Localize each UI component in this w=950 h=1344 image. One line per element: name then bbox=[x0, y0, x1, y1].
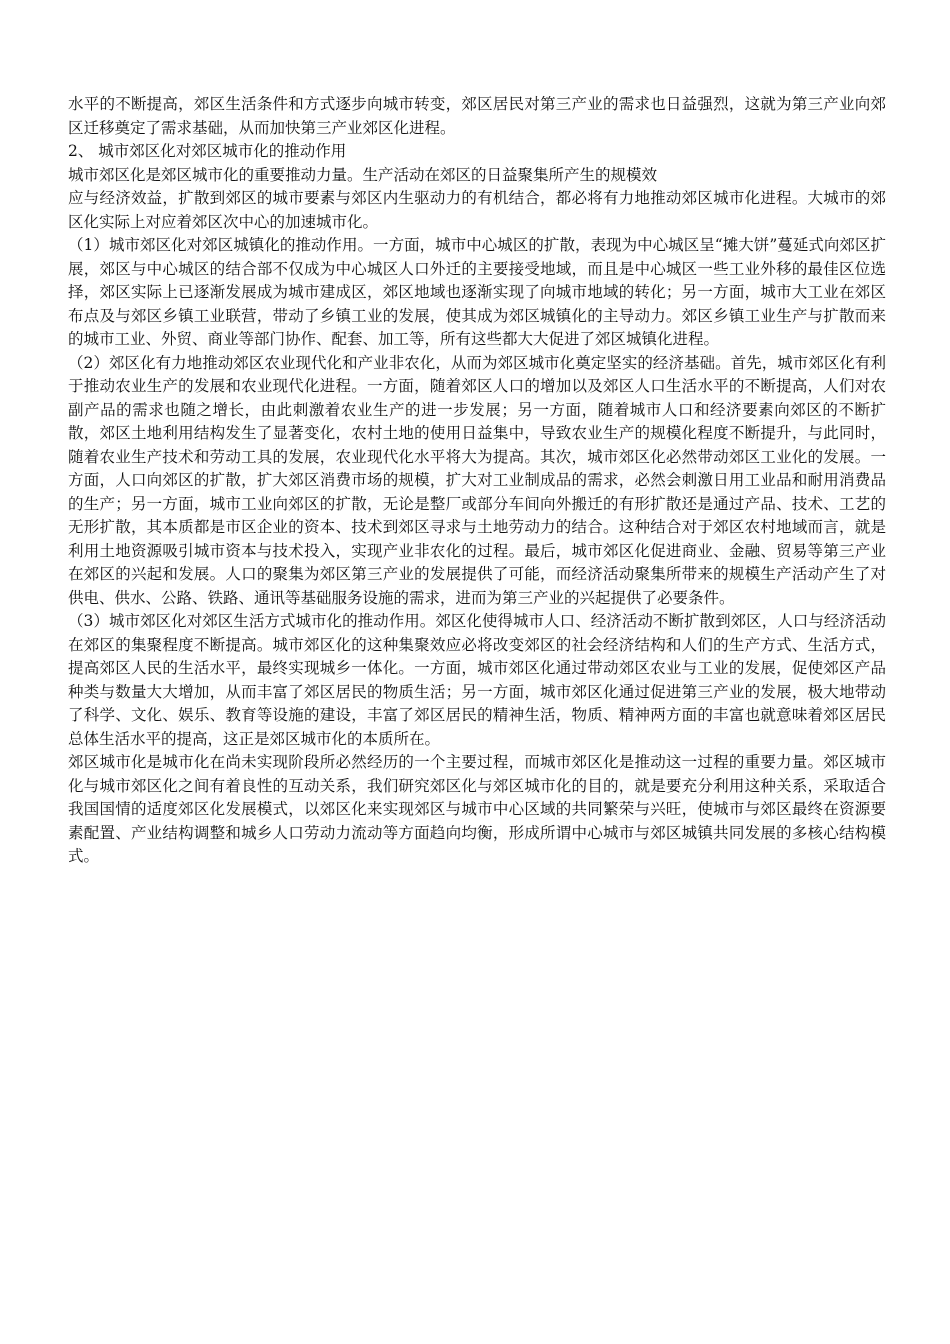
lead-line-1: 城市郊区化是郊区城市化的重要推动力量。生产活动在郊区的日益聚集所产生的规模效 bbox=[68, 165, 658, 184]
conclusion-paragraph: 郊区城市化是城市化在尚未实现阶段所必然经历的一个主要过程，而城市郊区化是推动这一过程的重要力量。郊区城市化与城市郊区化之间有着良性的互动关系，我们研究郊区化与郊区城市化的目的，就是要充分利用这种关系，采取适合我国国情的适度郊区化发展模式，以郊区化来实现郊区与城市中心区域的共同繁荣与兴旺，使城市与郊区最终在资源要素配置、产业结构调整和城乡人口劳动力流动等方面趋向均衡，形成所谓中心城市与郊区城镇共同发展的多核心结构模式。 bbox=[68, 753, 886, 865]
point-2-paragraph: （2）郊区化有力地推动郊区农业现代化和产业非农化，从而为郊区城市化奠定坚实的经济基础。首先，城市郊区化有利于推动农业生产的发展和农业现代化进程。一方面，随着郊区人口的增加以及郊区人口生活水平的不断提高，人们对农副产品的需求也随之增长，由此刺激着农业生产的进一步发展；另一方面，随着城市人口和经济要素向郊区的不断扩散，郊区土地利用结构发生了显著变化，农村土地的使用日益集中，导致农业生产的规模化程度不断提升，与此同时，随着农业生产技术和劳动工具的发展，农业现代化水平将大为提高。其次，城市郊区化必然带动郊区工业化的发展。一方面，人口向郊区的扩散，扩大郊区消费市场的规模，扩大对工业制成品的需求，必然会刺激日用工业品和耐用消费品的生产；另一方面，城市工业向郊区的扩散，无论是整厂或部分车间向外搬迁的有形扩散还是通过产品、技术、工艺的无形扩散，其本质都是市区企业的资本、技术到郊区寻求与土地劳动力的结合。这种结合对于郊区农村地域而言，就是利用土地资源吸引城市资本与技术投入，实现产业非农化的过程。最后，城市郊区化促进商业、金融、贸易等第三产业在郊区的兴起和发展。人口的聚集为郊区第三产业的发展提供了可能，而经济活动聚集所带来的规模生产活动产生了对供电、供水、公路、铁路、通讯等基础服务设施的需求，进而为第三产业的兴起提供了必要条件。 bbox=[68, 353, 886, 607]
lead-paragraph: 应与经济效益，扩散到郊区的城市要素与郊区内生驱动力的有机结合，都必将有力地推动郊区城市化进程。大城市的郊区化实际上对应着郊区次中心的加速城市化。 bbox=[68, 189, 886, 231]
intro-paragraph: 水平的不断提高，郊区生活条件和方式逐步向城市转变，郊区居民对第三产业的需求也日益强烈，这就为第三产业向郊区迁移奠定了需求基础，从而加快第三产业郊区化进程。 bbox=[68, 95, 886, 137]
point-3-paragraph: （3）城市郊区化对郊区生活方式城市化的推动作用。郊区化使得城市人口、经济活动不断扩散到郊区，人口与经济活动在郊区的集聚程度不断提高。城市郊区化的这种集聚效应必将改变郊区的社会经济结构和人们的生产方式、生活方式，提高郊区人民的生活水平，最终实现城乡一体化。一方面，城市郊区化通过带动郊区农业与工业的发展，促使郊区产品种类与数量大大增加，从而丰富了郊区居民的物质生活；另一方面，城市郊区化通过促进第三产业的发展，极大地带动了科学、文化、娱乐、教育等设施的建设，丰富了郊区居民的精神生活，物质、精神两方面的丰富也就意味着郊区居民总体生活水平的提高，这正是郊区城市化的本质所在。 bbox=[68, 612, 886, 748]
point-1-paragraph: （1）城市郊区化对郊区城镇化的推动作用。一方面，城市中心城区的扩散，表现为中心城区呈“摊大饼”蔓延式向郊区扩展，郊区与中心城区的结合部不仅成为中心城区人口外迁的主要接受地域，而且是中心城区一些工业外移的最佳区位选择，郊区实际上已逐渐发展成为城市建成区，郊区地域也逐渐实现了向城市地域的转化；另一方面，城市大工业在郊区布点及与郊区乡镇工业联营，带动了乡镇工业的发展，使其成为郊区城镇化的主导动力。郊区乡镇工业生产与扩散而来的城市工业、外贸、商业等部门协作、配套、加工等，所有这些都大大促进了郊区城镇化进程。 bbox=[68, 236, 886, 348]
section-heading: 2、 城市郊区化对郊区城市化的推动作用 bbox=[68, 142, 347, 160]
document-page bbox=[68, 93, 886, 869]
